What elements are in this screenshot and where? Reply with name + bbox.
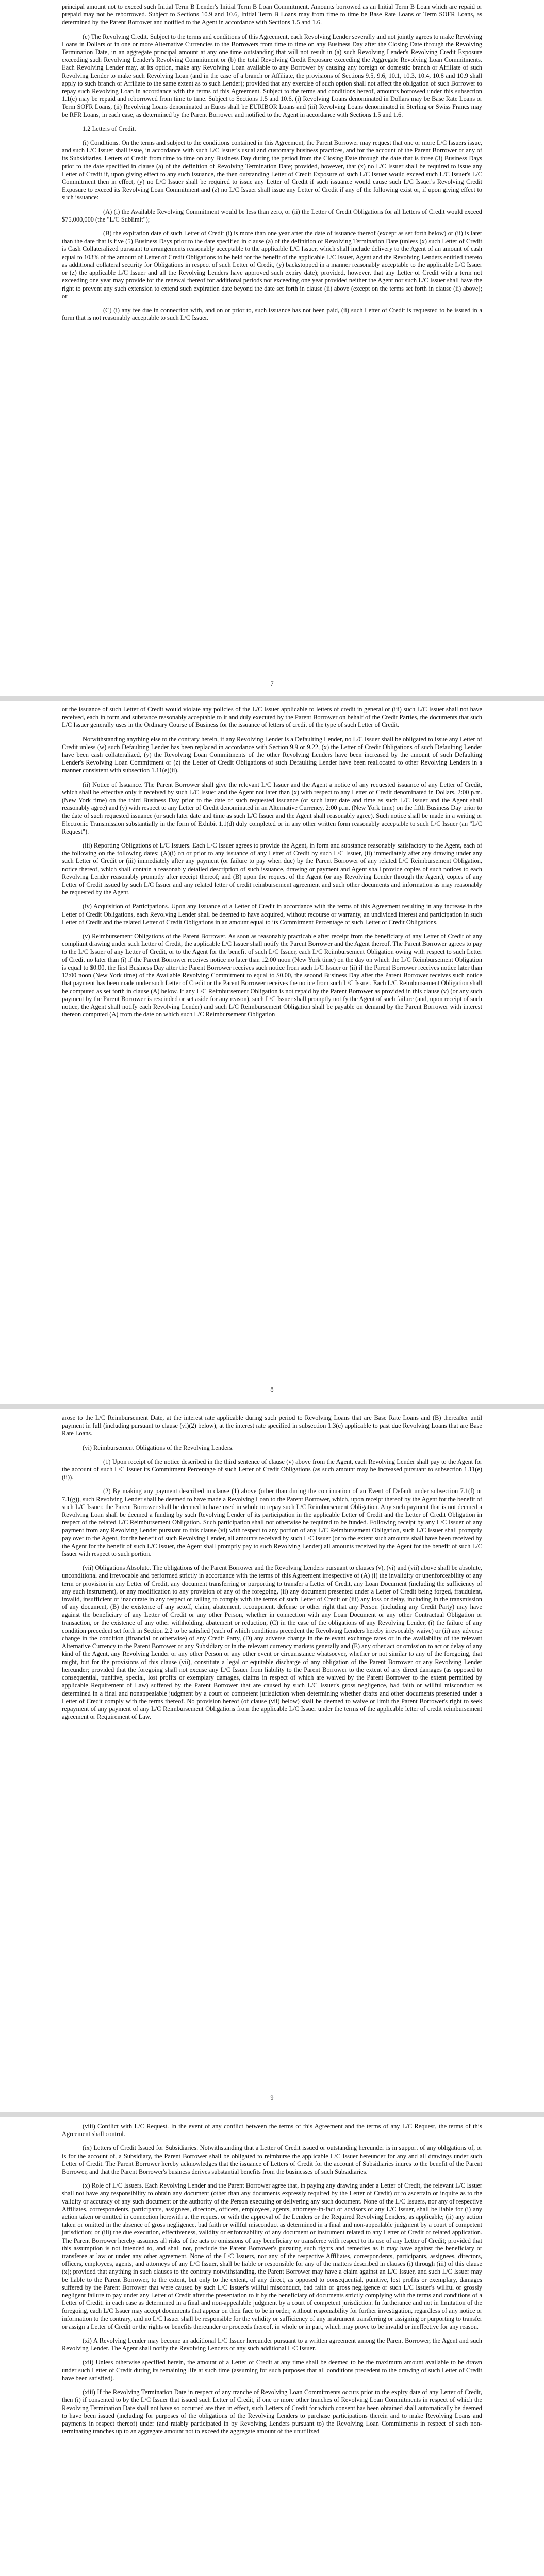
- paragraph: (B) the expiration date of such Letter of Credit (i) is more than one year after the date of issuance thereof (except as set forth below) or (ii) is later than the date that is five (5) Business Days prior to the date specified in clause (a) of the definition of Revolving Termination Date (unless (x) such Letter of Credit is Cash Collateralized pursuant to arrangements reasonably acceptable to the applicable L/C Issuer, which shall include delivery to the Agent of an amount of cash equal to 103% of the amount of Letter of Credit Obligations to be held for the benefit of the applicable L/C Issuer, Agent and the Revolving Lenders entitled thereto as additional collateral security for Obligations in respect of such Letter of Credit, (y) backstopped in a manner reasonably acceptable to the applicable L/C Issuer or (z) the applicable L/C Issuer and all the Revolving Lenders have approved such expiry date); provided, however, that any Letter of Credit with a term not exceeding one year may provide for the renewal thereof for additional periods not exceeding one year provided neither the Agent nor such L/C Issuer shall have the right to prevent any such extension to extend such expiration date beyond the date set forth in clause (ii) above (except on the terms set forth in clause (ii) above); or: [62, 230, 482, 300]
- document-page: [0, 0, 544, 696]
- paragraph: (i) Conditions. On the terms and subject to the conditions contained in this Agreement, the Parent Borrower may request that one or more L/C Issuers issue, and such L/C Issuer shall issue, in accordance with such L/C Issuer's usual and customary business practices, and for the account of the Parent Borrower or any of its Subsidiaries, Letters of Credit from time to time on any Business Day during the period from the Closing Date through the date that is three (3) Business Days prior to the date specified in clause (a) of the definition of Revolving Termination Date; provided, however, that (x) no L/C Issuer shall be required to issue any Letter of Credit if, upon giving effect to any such issuance, the then outstanding Letter of Credit Exposure of such L/C Issuer would exceed such L/C Issuer's L/C Commitment then in effect, (y) no L/C Issuer shall be required to issue any Letter of Credit if such issuance would cause such L/C Issuer's Revolving Credit Exposure to exceed its Revolving Loan Commitment and (z) no L/C Issuer shall issue any Letter of Credit if any of the following exist or, if upon giving effect to such issuance:: [62, 139, 482, 201]
- paragraph: (xii) Unless otherwise specified herein, the amount of a Letter of Credit at any time shall be deemed to be the maximum amount available to be drawn under such Letter of Credit during its remaining life at such time (assuming for such purposes that all conditions precedent to the drawing of such Letter of Credit have been satisfied).: [62, 2359, 482, 2382]
- paragraph: (2) By making any payment described in clause (1) above (other than during the continuation of an Event of Default under subsection 7.1(f) or 7.1(g)), such Revolving Lender shall be deemed to have made a Revolving Loan to the Parent Borrower, which, upon receipt thereof by the Agent for the benefit of such L/C Issuer, the Parent Borrower shall be deemed to have used in whole to repay such L/C Reimbursement Obligation. Any such payment that is not deemed a Revolving Loan shall be deemed a funding by such Revolving Lender of its participation in the applicable Letter of Credit and the Letter of Credit Obligation in respect of the related L/C Reimbursement Obligation. Such participation shall not otherwise be required to be funded. Following receipt by any L/C Issuer of any payment from any Revolving Lender pursuant to this clause (vi) with respect to any portion of any L/C Reimbursement Obligation, such L/C Issuer shall promptly pay over to the Agent, for the benefit of such Revolving Lender, all amounts received by such L/C Issuer (or to the extent such amounts shall have been received by the Agent for the benefit of such L/C Issuer, the Agent shall promptly pay to such Revolving Lender) all amounts received by the Agent for the benefit of such L/C Issuer with respect to such portion.: [62, 1487, 482, 1558]
- paragraph: arose to the L/C Reimbursement Date, at the interest rate applicable during such period to Revolving Loans that are Base Rate Loans and (B) thereafter until payment in full (including pursuant to clause (vi)(2) below), at the interest rate specified in subsection 1.3(c) applicable to past due Revolving Loans that are Base Rate Loans.: [62, 1414, 482, 1437]
- paragraph: (ix) Letters of Credit Issued for Subsidiaries. Notwithstanding that a Letter of Credit issued or outstanding hereunder is in support of any obligations of, or is for the account of, a Subsidiary, the Parent Borrower shall be obligated to reimburse the applicable L/C Issuer hereunder for any and all drawings under such Letter of Credit. The Parent Borrower hereby acknowledges that the issuance of Letters of Credit for the account of Subsidiaries inures to the benefit of the Parent Borrower, and that the Parent Borrower's business derives substantial benefits from the businesses of such Subsidiaries.: [62, 2144, 482, 2176]
- paragraph: (e) The Revolving Credit. Subject to the terms and conditions of this Agreement, each Revolving Lender severally and not jointly agrees to make Revolving Loans in Dollars or in one or more Alternative Currencies to the Borrowers from time to time on any Business Day after the Closing Date through the Revolving Termination Date, in an aggregate principal amount at any one time outstanding that will not result in (a) such Revolving Lender's Revolving Credit Exposure exceeding such Revolving Lender's Revolving Commitment or (b) the total Revolving Credit Exposure exceeding the Aggregate Revolving Loan Commitments. Each Revolving Lender may, at its option, make any Revolving Loan available to any Borrower by causing any foreign or domestic branch or Affiliate of such Revolving Lender to make such Revolving Loan (and in the case of a branch or Affiliate, the provisions of Sections 9.5, 9.6, 10.1, 10.3, 10.4, 10.8 and 10.9 shall apply to such branch or Affiliate to the same extent as to such Lender); provided that any exercise of such option shall not affect the obligation of such Borrower to repay such Revolving Loan in accordance with the terms of this Agreement. Subject to the terms and conditions hereof, amounts borrowed under this subsection 1.1(c) may be repaid and reborrowed from time to time. Subject to Sections 1.5 and 10.6, (i) Revolving Loans denominated in Dollars may be Base Rate Loans or Term SOFR Loans, (ii) Revolving Loans denominated in Euros shall be EURIBOR Loans and (iii) Revolving Loans denominated in Sterling or Swiss Francs may be RFR Loans, in each case, as determined by the Parent Borrower and notified to the Agent in accordance with Sections 1.5 and 1.6.: [62, 32, 482, 118]
- paragraph: (ii) Notice of Issuance. The Parent Borrower shall give the relevant L/C Issuer and the Agent a notice of any requested issuance of any Letter of Credit, which shall be effective only if received by such L/C Issuer and the Agent not later than (x) with respect to any Letter of Credit denominated in Dollars, 2:00 p.m. (New York time) on the third Business Day prior to the date of such requested issuance (or such later date and time as such L/C Issuer and the Agent shall reasonably agree) and (y) with respect to any Letter of Credit denominated in an Alternative Currency, 2:00 p.m. (New York time) on the fifth Business Day prior to the date of such requested issuance (or such later date and time as such L/C Issuer and the Agent shall reasonably agree). Such notice shall be made in a writing or Electronic Transmission substantially in the form of Exhibit 1.1(d) duly completed or in any other written form reasonably acceptable to such L/C Issuer (an "L/C Request").: [62, 781, 482, 835]
- paragraph: principal amount not to exceed such Initial Term B Lender's Initial Term B Loan Commitment. Amounts borrowed as an Initial Term B Loan which are repaid or prepaid may not be reborrowed. Subject to Sections 10.9 and 10.6, Initial Term B Loans may from time to time be Base Rate Loans or Term SOFR Loans, as determined by the Parent Borrower and notified to the Agent in accordance with Sections 1.5 and 1.6.: [62, 3, 482, 26]
- paragraph: (x) Role of L/C Issuers. Each Revolving Lender and the Parent Borrower agree that, in paying any drawing under a Letter of Credit, the relevant L/C Issuer shall not have any responsibility to obtain any document (other than any documents expressly required by the Letter of Credit) or to ascertain or inquire as to the validity or accuracy of any such document or the authority of the Person executing or delivering any such document. None of the L/C Issuers, nor any of respective Affiliates, correspondents, participants, assignees, directors, officers, employees, agents, attorneys-in-fact or advisors of any L/C Issuer, shall be liable for (i) any action taken or omitted in connection herewith at the request or with the approval of the Lenders or the Required Revolving Lenders, as applicable; (ii) any action taken or omitted in the absence of gross negligence, bad faith or willful misconduct as determined in a final and non-appealable judgment by a court of competent jurisdiction; or (iii) the due execution, effectiveness, validity or enforceability of any document or instrument related to any Letter of Credit or related application. The Parent Borrower hereby assumes all risks of the acts or omissions of any beneficiary or transferee with respect to its use of any Letter of Credit; provided that this assumption is not intended to, and shall not, preclude the Parent Borrower's pursuing such rights and remedies as it may have against the beneficiary or transferee at law or under any other agreement. None of the L/C Issuers, nor any of the respective Affiliates, correspondents, participants, assignees, directors, officers, employees, agents, and attorneys of any L/C Issuer, shall be liable or responsible for any of the matters described in clauses (i) through (iii) of this clause (x); provided that anything in such clauses to the contrary notwithstanding, the Parent Borrower may have a claim against an L/C Issuer, and such L/C Issuer may be liable to the Parent Borrower, to the extent, but only to the extent, of any direct, as opposed to consequential, punitive, lost profits or exemplary, damages suffered by the Parent Borrower that were caused by such L/C Issuer's willful misconduct, bad faith or gross negligence or such L/C Issuer's willful or grossly negligent failure to pay under any Letter of Credit after the presentation to it by the beneficiary of documents strictly complying with the terms and conditions of a Letter of Credit, in each case as determined in a final and non-appealable judgment by a court of competent jurisdiction. In furtherance and not in limitation of the foregoing, each L/C Issuer may accept documents that appear on their face to be in order, without responsibility for further investigation, regardless of any notice or information to the contrary, and no L/C Issuer shall be responsible for the validity or sufficiency of any instrument transferring or assigning or purporting to transfer or assign a Letter of Credit or the rights or benefits thereunder or proceeds thereof, in whole or in part, which may prove to be invalid or ineffective for any reason.: [62, 2182, 482, 2330]
- document-page: [0, 701, 544, 1404]
- paragraph: (vii) Obligations Absolute. The obligations of the Parent Borrower and the Revolving Lenders pursuant to clauses (v), (vi) and (vii) above shall be absolute, unconditional and irrevocable and performed strictly in accordance with the terms of this Agreement irrespective of (A) (i) the invalidity or unenforceability of any term or provision in any Letter of Credit, any document transferring or purporting to transfer a Letter of Credit, any Loan Document (including the sufficiency of any such instrument), or any modification to any provision of any of the foregoing, (ii) any document presented under a Letter of Credit being forged, fraudulent, invalid, insufficient or inaccurate in any respect or failing to comply with the terms of such Letter of Credit or (iii) any loss or delay, including in the transmission of any document, (B) the existence of any setoff, claim, abatement, recoupment, defense or other right that any Person (including any Credit Party) may have against the beneficiary of any Letter of Credit or any other Person, whether in connection with any Loan Document or any other Contractual Obligation or transaction, or the existence of any other withholding, abatement or reduction, (C) in the case of the obligations of any Revolving Lender, (i) the failure of any condition precedent set forth in Section 2.2 to be satisfied (each of which conditions precedent the Revolving Lenders hereby irrevocably waive) or (ii) any adverse change in the condition (financial or otherwise) of any Credit Party, (D) any adverse change in the relevant exchange rates or in the availability of the relevant Alternative Currency to the Parent Borrower or any Subsidiary or in the relevant currency markets generally and (E) any other act or omission to act or delay of any kind of the Agent, any Revolving Lender or any other Person or any other event or circumstance whatsoever, whether or not similar to any of the foregoing, that might, but for the provisions of this clause (vii), constitute a legal or equitable discharge of any obligation of the Parent Borrower or any Revolving Lender hereunder; provided that the foregoing shall not excuse any L/C Issuer from liability to the Parent Borrower to the extent of any direct damages (as opposed to consequential, punitive, special, lost profits or exemplary damages, claims in respect of which are waived by the Parent Borrower to the extent permitted by applicable Requirement of Law) suffered by the Parent Borrower that are caused by such L/C Issuer's gross negligence, bad faith or willful misconduct as determined in a final and nonappealable judgment by a court of competent jurisdiction when determining whether drafts and other documents presented under a Letter of Credit comply with the terms thereof. No provision hereof (of clause (vii) below) shall be deemed to waive or limit the Parent Borrower's right to seek repayment of any payment of any L/C Reimbursement Obligations from the applicable L/C Issuer under the terms of the applicable letter of credit reimbursement agreement or Requirement of Law.: [62, 1564, 482, 1721]
- section-heading: 1.2 Letters of Credit.: [83, 125, 136, 132]
- paragraph: (v) Reimbursement Obligations of the Parent Borrower. As soon as reasonably practicable after receipt from the beneficiary of any Letter of Credit of any compliant drawing under such Letter of Credit, the applicable L/C Issuer shall notify the Parent Borrower and the Agent thereof. The Parent Borrower agrees to pay to the L/C Issuer of any Letter of Credit, or to the Agent for the benefit of such L/C Issuer, each L/C Reimbursement Obligation owing with respect to such Letter of Credit no later than (i) if the Parent Borrower receives notice no later than 12:00 noon (New York time) on the day on which the L/C Reimbursement Obligation is equal to $0.00, the first Business Day after the Parent Borrower receives such notice from such L/C Issuer or (ii) if the Parent Borrower receives notice later than 12:00 noon (New York time) of the Available Revolving Commitment to equal to $0.00, the second Business Day after the Parent Borrower receives such notice that payment has been made under such Letter of Credit or the Parent Borrower receives the notice from such L/C Issuer. Each L/C Reimbursement Obligation shall be computed as set forth in clause (A) below. If any L/C Reimbursement Obligation is not repaid by the Parent Borrower as provided in this clause (v) (or any such payment by the Parent Borrower is rescinded or set aside for any reason), such L/C Issuer shall promptly notify the Agent of such failure (and, upon receipt of such notice, the Agent shall notify each Revolving Lender) and such L/C Reimbursement Obligation shall be payable on demand by the Parent Borrower with interest thereon computed (A) from the date on which such L/C Reimbursement Obligation: [62, 933, 482, 1019]
- paragraph: (xiii) If the Revolving Termination Date in respect of any tranche of Revolving Loan Commitments occurs prior to the expiry date of any Letter of Credit, then (i) if consented to by the L/C Issuer that issued such Letter of Credit, if one or more other tranches of Revolving Loan Commitments in respect of which the Revolving Termination Date shall not have so occurred are then in effect, such Letters of Credit for which consent has been obtained shall automatically be deemed to have been issued (including for purposes of the obligations of the Revolving Lenders to purchase participations therein and to make Revolving Loans and payments in respect thereof) under (and ratably participated in by Revolving Lenders pursuant to) the Revolving Loan Commitments in respect of such non-terminating tranches up to an aggregate amount not to exceed the aggregate amount of the unutilized: [62, 2388, 482, 2435]
- paragraph: (viii) Conflict with L/C Request. In the event of any conflict between the terms of this Agreement and the terms of any L/C Request, the terms of this Agreement shall control.: [62, 2123, 482, 2138]
- paragraph: (iii) Reporting Obligations of L/C Issuers. Each L/C Issuer agrees to provide the Agent, in form and substance reasonably satisfactory to the Agent, each of the following on the following dates: (A)(i) on or prior to any issuance of any Letter of Credit by such L/C Issuer, (ii) immediately after any drawing under any such Letter of Credit or (iii) immediately after any payment (or failure to pay when due) by the Parent Borrower of any related L/C Reimbursement Obligation, notice thereof, which shall contain a reasonably detailed description of such issuance, drawing or payment and Agent shall provide copies of such notices to each Revolving Lender reasonably promptly after receipt thereof; and (B) upon the request of the Agent (or any Revolving Lender through the Agent), copies of any Letter of Credit issued by such L/C Issuer and any related letter of credit reimbursement agreement and such other documents and information as may reasonably be requested by the Agent.: [62, 842, 482, 896]
- paragraph: Notwithstanding anything else to the contrary herein, if any Revolving Lender is a Defaulting Lender, no L/C Issuer shall be obligated to issue any Letter of Credit unless (w) such Defaulting Lender has been replaced in accordance with Section 9.9 or 9.22, (x) the Letter of Credit Obligations of such Defaulting Lender have been cash collateralized, (y) the Revolving Loan Commitments of the other Revolving Lenders have been increased by the amount of such Defaulting Lender's Revolving Loan Commitment or (z) the Letter of Credit Obligations of such Defaulting Lender have been reallocated to other Revolving Lenders in a manner consistent with subsection 1.11(e)(ii).: [62, 735, 482, 774]
- document-page: [0, 1409, 544, 2112]
- page-number: 7: [270, 680, 274, 687]
- paragraph: (xi) A Revolving Lender may become an additional L/C Issuer hereunder pursuant to a written agreement among the Parent Borrower, the Agent and such Revolving Lender. The Agent shall notify the Revolving Lenders of any such additional L/C Issuer.: [62, 2337, 482, 2352]
- paragraph: (iv) Acquisition of Participations. Upon any issuance of a Letter of Credit in accordance with the terms of this Agreement resulting in any increase in the Letter of Credit Obligations, each Revolving Lender shall be deemed to have acquired, without recourse or warranty, an undivided interest and participation in such Letter of Credit and the related Letter of Credit Obligations in an amount equal to its Commitment Percentage of such Letter of Credit Obligations.: [62, 903, 482, 926]
- paragraph: (A) (i) the Available Revolving Commitment would be less than zero, or (ii) the Letter of Credit Obligations for all Letters of Credit would exceed $75,000,000 (the "L/C Sublimit");: [62, 208, 482, 223]
- page-number: 9: [270, 2094, 274, 2102]
- paragraph: or the issuance of such Letter of Credit would violate any policies of the L/C Issuer applicable to letters of credit in general or (iii) such L/C Issuer shall not have received, each in form and substance reasonably acceptable to it and duly executed by the Parent Borrower on behalf of the Credit Parties, the documents that such L/C Issuer generally uses in the Ordinary Course of Business for the issuance of letters of credit of the type of such Letter of Credit.: [62, 706, 482, 729]
- paragraph: (C) (i) any fee due in connection with, and on or prior to, such issuance has not been paid, (ii) such Letter of Credit is requested to be issued in a form that is not reasonably acceptable to such L/C Issuer.: [62, 306, 482, 322]
- paragraph: (1) Upon receipt of the notice described in the third sentence of clause (v) above from the Agent, each Revolving Lender shall pay to the Agent for the account of such L/C Issuer its Commitment Percentage of such Letter of Credit Obligations (as such amount may be increased pursuant to subsection 1.11(e)(ii)).: [62, 1458, 482, 1481]
- page-number: 8: [270, 1386, 274, 1393]
- document-page: [0, 2117, 544, 2576]
- paragraph: (vi) Reimbursement Obligations of the Revolving Lenders.: [83, 1444, 234, 1451]
